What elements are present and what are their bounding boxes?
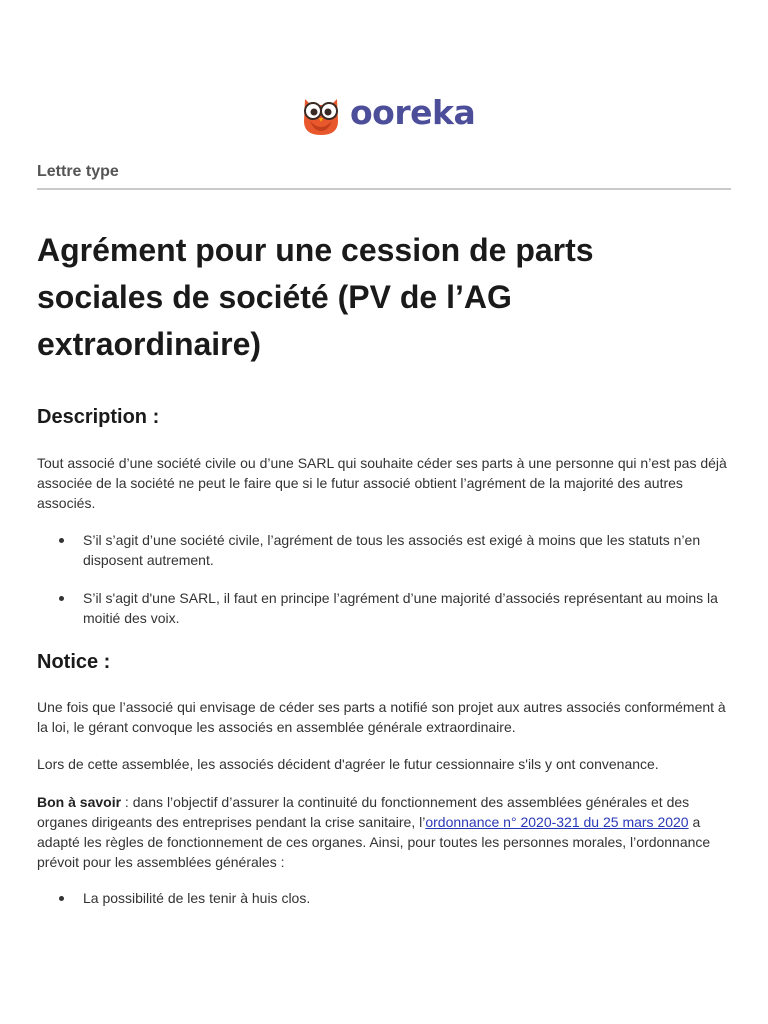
description-intro: Tout associé d’une société civile ou d’une SARL qui souhaite céder ses parts à une personne qui n’est pas déjà associée de la société ne peut le faire que si le futur associé obtient l’agrément de la majorité des autres associés. bbox=[37, 455, 727, 511]
good-to-know-label: Bon à savoir bbox=[37, 794, 122, 810]
notice-paragraph-2: Lors de cette assemblée, les associés décident d'agréer le futur cessionnaire s'ils y ont convenance. bbox=[37, 756, 659, 772]
ordonnance-link[interactable]: ordonnance n° 2020-321 du 25 mars 2020 bbox=[425, 814, 689, 830]
notice-heading: Notice : bbox=[37, 651, 111, 673]
notice-paragraph-1: Une fois que l’associé qui envisage de céder ses parts a notifié son projet aux autres associés conformément à la loi, le gérant convoque les associés en assemblée générale extraordinaire. bbox=[37, 699, 726, 735]
notice-bullets bbox=[37, 888, 731, 908]
notice-paragraph-3 bbox=[37, 792, 731, 872]
ooreka-logo[interactable] bbox=[298, 90, 475, 138]
list-item: La possibilité de les tenir à huis clos. bbox=[37, 888, 731, 908]
header-divider bbox=[37, 188, 731, 190]
list-item: S’il s'agit d'une SARL, il faut en principe l’agrément d’une majorité d’associés représentant au moins la moitié des voix. bbox=[37, 588, 731, 628]
description-bullets bbox=[37, 530, 731, 570]
notice-p3-text-2: a adapté les règles de fonctionnement de ces organes. Ainsi, pour toutes les personnes morales, l’ordonnance prévoit pour les assemblées générales : bbox=[37, 814, 711, 870]
description-bullets-2 bbox=[37, 588, 731, 628]
notice-p3-text-1: : dans l’objectif d’assurer la continuité du fonctionnement des assemblées générales et des organes dirigeants des entreprises pendant la crise sanitaire, l’ bbox=[37, 794, 690, 830]
page-title: Agrément pour une cession de parts sociales de société (PV de l’AG extraordinaire) bbox=[37, 232, 594, 362]
description-heading: Description : bbox=[37, 406, 160, 428]
owl-logo-icon bbox=[298, 91, 344, 137]
document-type-label: Lettre type bbox=[37, 163, 119, 180]
logo-wordmark: ooreka bbox=[350, 92, 476, 132]
list-item: S’il s’agit d’une société civile, l’agrément de tous les associés est exigé à moins que les statuts n’en disposent autrement. bbox=[37, 530, 731, 570]
